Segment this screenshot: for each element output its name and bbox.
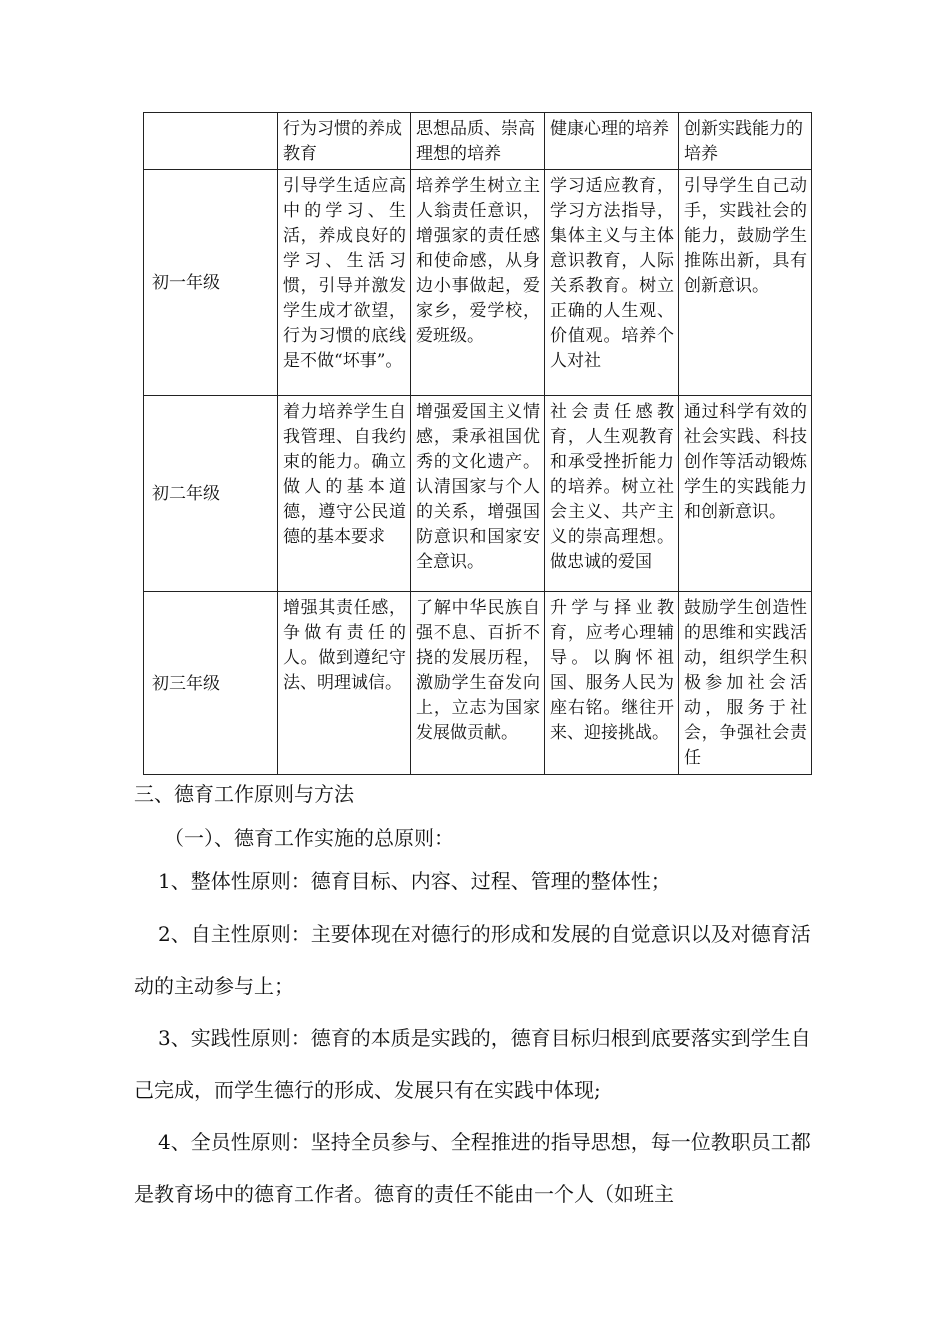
table-cell: 增强爱国主义情感，秉承祖国优秀的文化遗产。认清国家与个人的关系，增强国防意识和国家安全意识。 (411, 396, 545, 592)
section-heading: 三、德育工作原则与方法 (134, 782, 354, 806)
principle-paragraph: 1、整体性原则：德育目标、内容、过程、管理的整体性； (158, 869, 671, 893)
table-cell: 了解中华民族自强不息、百折不挠的发展历程，激励学生奋发向上，立志为国家发展做贡献。 (411, 592, 545, 775)
grade-cell: 初一年级 (144, 170, 278, 396)
table-cell: 社会责任感教育，人生观教育和承受挫折能力的培养。树立社会主义、共产主义的崇高理想。做忠诚的爱国 (545, 396, 679, 592)
table-cell: 增强其责任感，争做有责任的人。做到遵纪守法、明理诚信。 (278, 592, 411, 775)
table-row (144, 396, 812, 592)
principle-paragraph: 2、自主性原则：主要体现在对德行的形成和发展的自觉意识以及对德育活动的主动参与上； (134, 922, 811, 998)
header-cell-habits: 行为习惯的养成教育 (278, 113, 411, 170)
header-cell-empty (144, 113, 278, 170)
table-row (144, 592, 812, 775)
header-cell-psychology: 健康心理的培养 (545, 113, 679, 170)
table-cell: 培养学生树立主人翁责任意识，增强家的责任感和使命感，从身边小事做起，爱家乡，爱学校，爱班级。 (411, 170, 545, 396)
header-cell-innovation: 创新实践能力的培养 (679, 113, 812, 170)
table-cell: 鼓励学生创造性的思维和实践活动，组织学生积极参加社会活动，服务于社会，争强社会责任 (679, 592, 812, 775)
table-row (144, 170, 812, 396)
grade-cell: 初三年级 (144, 592, 278, 775)
table-cell: 引导学生自己动手，实践社会的能力，鼓励学生推陈出新，具有创新意识。 (679, 170, 812, 396)
principle-paragraph: 3、实践性原则：德育的本质是实践的，德育目标归根到底要落实到学生自己完成，而学生德行的形成、发展只有在实践中体现; (134, 1026, 811, 1102)
table-header-row (144, 113, 812, 170)
table-cell: 着力培养学生自我管理、自我约束的能力。确立做人的基本道德，遵守公民道德的基本要求 (278, 396, 411, 592)
grade-cell: 初二年级 (144, 396, 278, 592)
header-cell-ideals: 思想品质、崇高理想的培养 (411, 113, 545, 170)
moral-education-table (143, 112, 812, 775)
section-subheading: （一）、德育工作实施的总原则： (164, 826, 454, 850)
principle-paragraph: 4、全员性原则：坚持全员参与、全程推进的指导思想，每一位教职员工都是教育场中的德育工作者。德育的责任不能由一个人（如班主 (134, 1130, 811, 1206)
table-cell: 通过科学有效的社会实践、科技创作等活动锻炼学生的实践能力和创新意识。 (679, 396, 812, 592)
table-cell: 学习适应教育，学习方法指导，集体主义与主体意识教育，人际关系教育。树立正确的人生观、价值观。培养个人对社 (545, 170, 679, 396)
table-cell: 引导学生适应高中的学习、生活，养成良好的学习、生活习惯，引导并激发学生成才欲望，行为习惯的底线是不做“坏事”。 (278, 170, 411, 396)
table-cell: 升学与择业教育，应考心理辅导。以胸怀祖国、服务人民为座右铭。继往开来、迎接挑战。 (545, 592, 679, 775)
